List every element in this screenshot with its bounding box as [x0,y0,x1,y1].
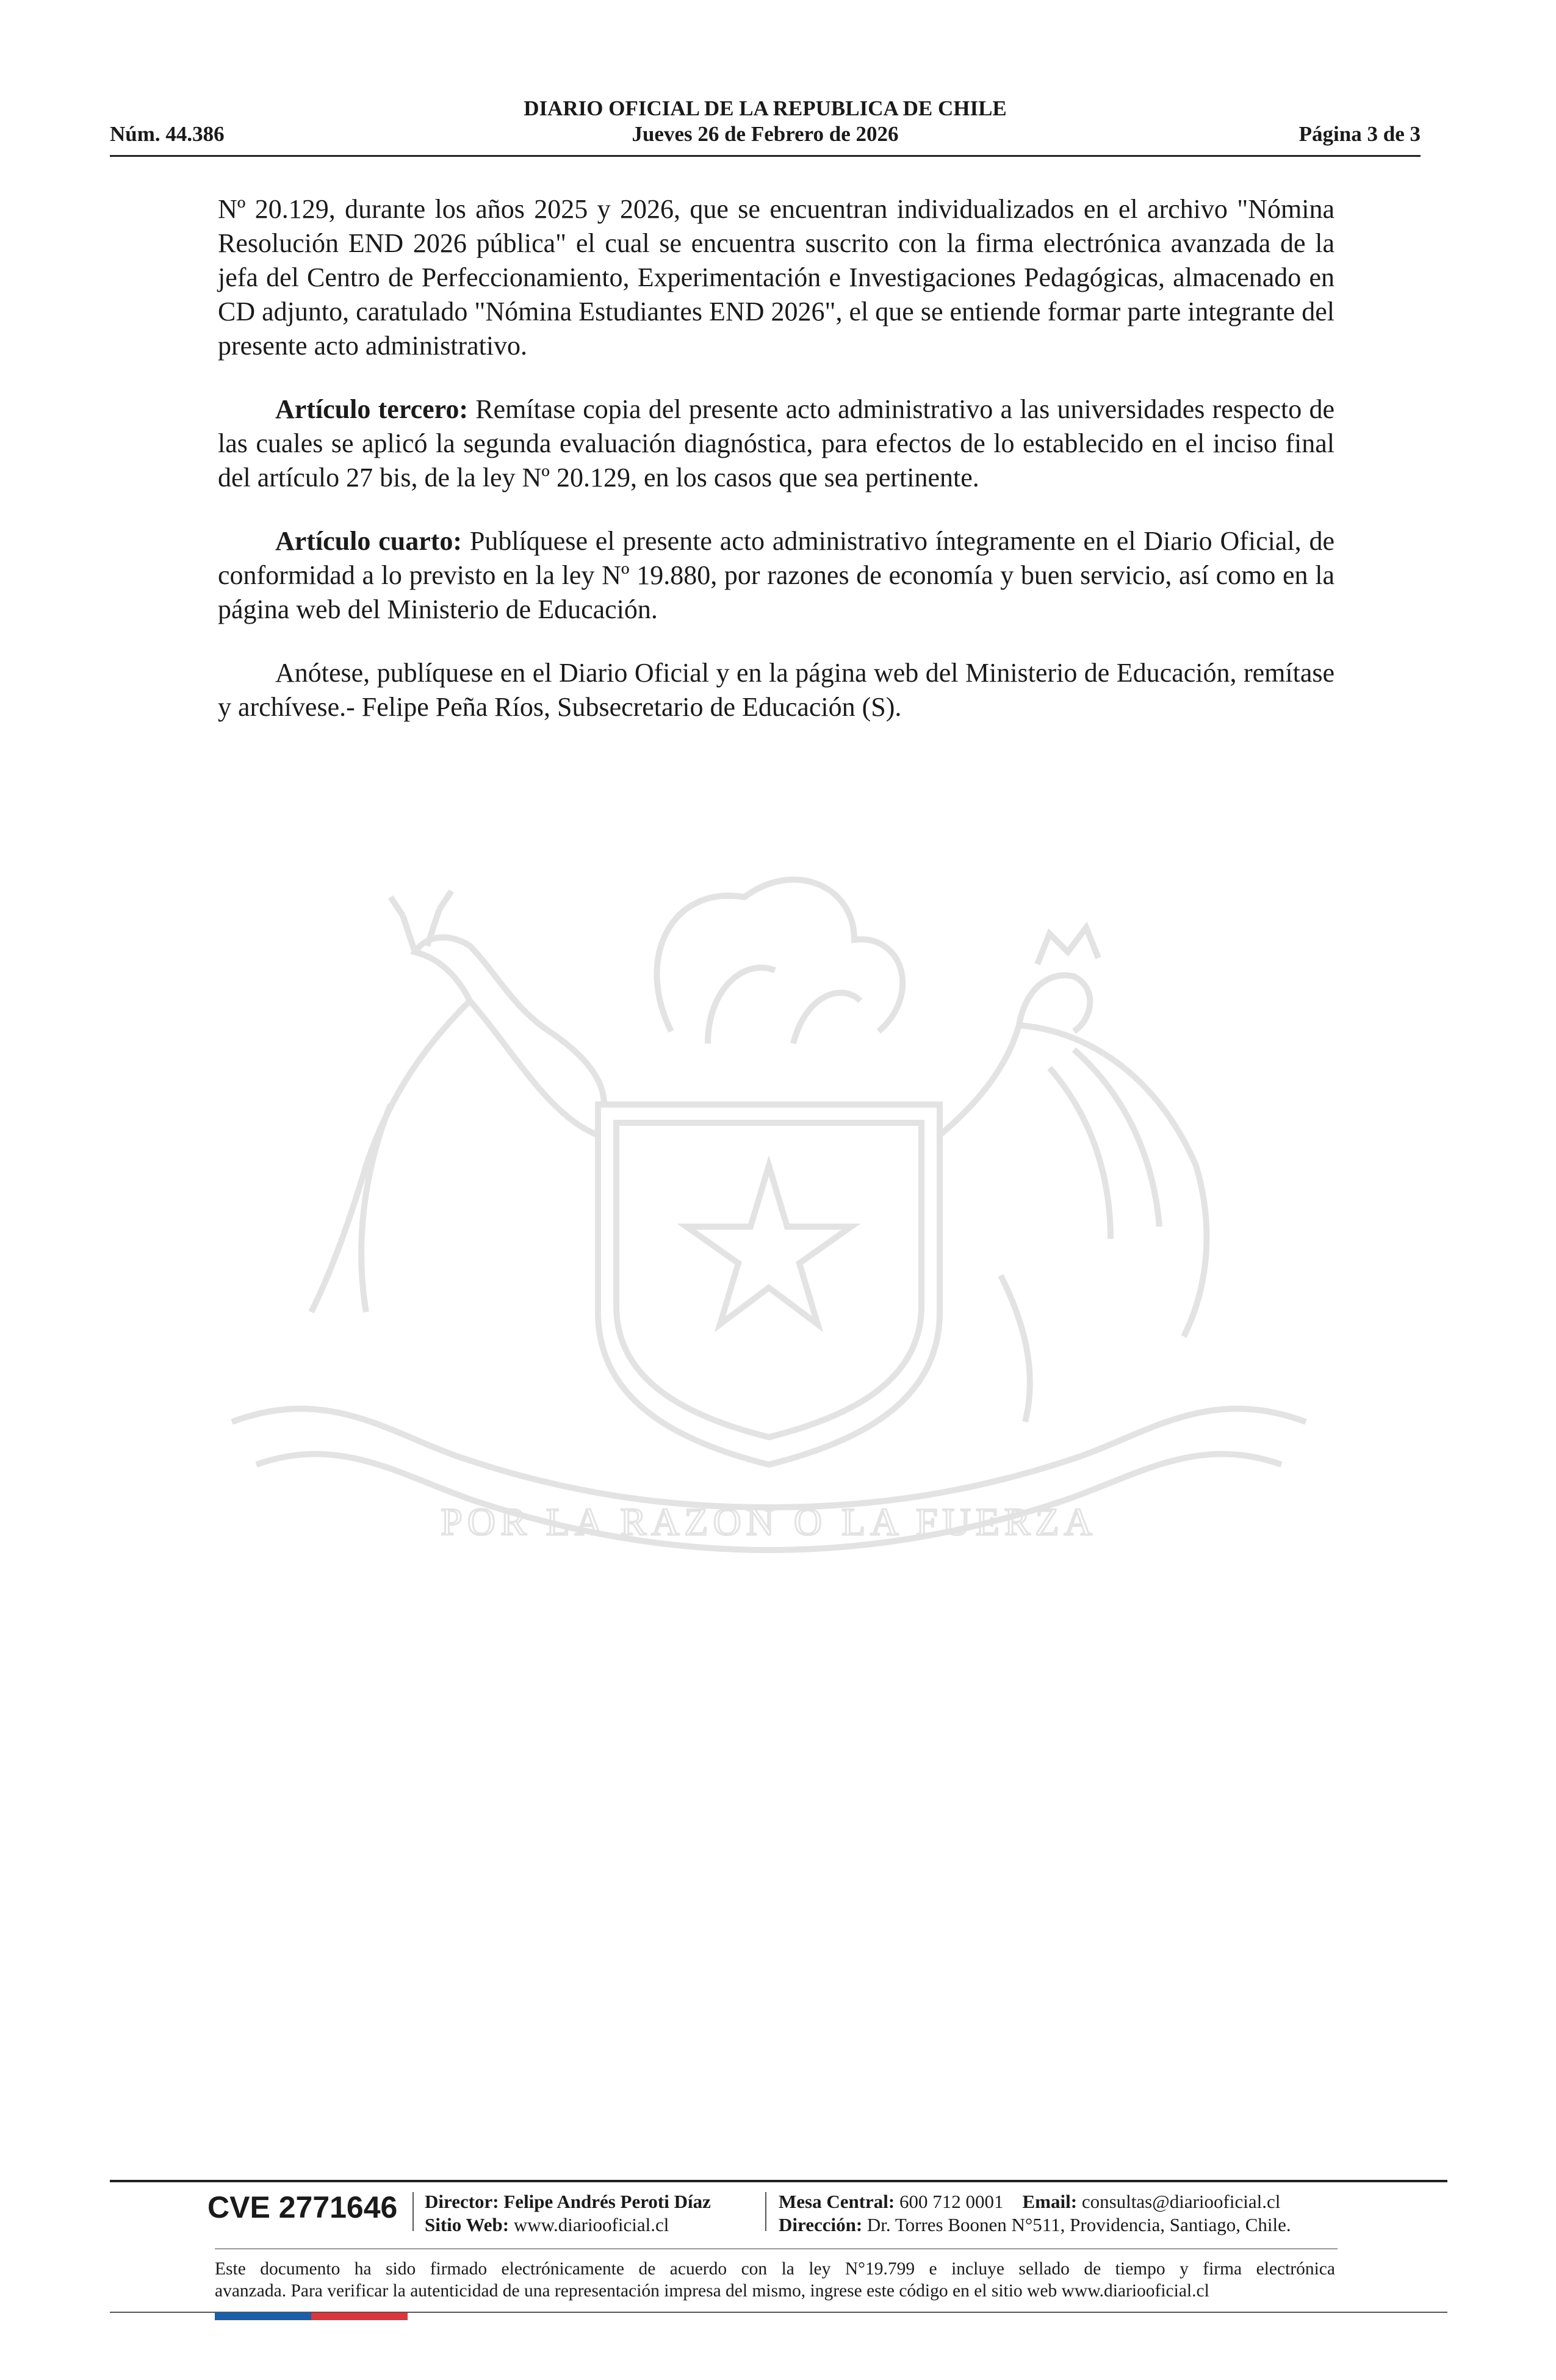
article-fourth [218,524,1334,627]
page-header [110,92,1421,159]
article-third-text: Remítase copia del presente acto administrativo a las universidades respecto de las cuales se aplicó la segunda evaluación diagnóstica, para efectos de lo establecido en el inciso final del artículo 27 bis, de la ley Nº 20.129, en los casos que sea pertinente. [218,394,1334,492]
footer-separator [412,2192,414,2231]
article-third-label: Artículo tercero: [275,394,469,424]
website-link[interactable]: www.diariooficial.cl [513,2214,669,2235]
issue-date: Jueves 26 de Febrero de 2026 [632,122,899,146]
coat-of-arms-watermark [207,848,1330,1666]
email-link[interactable]: consultas@diariooficial.cl [1081,2191,1281,2212]
footer-divider-mid [215,2248,1338,2249]
newspaper-title: DIARIO OFICIAL DE LA REPUBLICA DE CHILE [524,96,1007,120]
page-indicator: Página 3 de 3 [1298,122,1421,146]
footer-contact-block [779,2190,1291,2237]
legal-line-2: avanzada. Para verificar la autenticidad de una representación impresa del mismo, ingrese este código en el sitio web www.diariooficial.cl [215,2281,1209,2301]
email-label: Email: [1022,2191,1078,2212]
closing-paragraph: Anótese, publíquese en el Diario Oficial y en la página web del Ministerio de Educación, remítase y archívese.- Felipe Peña Ríos, Subsecretario de Educación (S). [218,658,1334,722]
article-fourth-text: Publíquese el presente acto administrativo íntegramente en el Diario Oficial, de conformidad a lo previsto en la ley Nº 19.880, por razones de economía y buen servicio, así como en la página web del Ministerio de Educación. [218,526,1334,624]
article-third [218,392,1334,495]
flag-stripe-red [311,2313,408,2320]
director-name: Felipe Andrés Peroti Díaz [503,2191,711,2212]
legal-line-1: Este documento ha sido firmado electrónicamente de acuerdo con la ley N°19.799 e incluye sellado de tiempo y firma electrónica [215,2259,1335,2279]
website-label: Sitio Web: [425,2214,510,2235]
address-label: Dirección: [779,2214,863,2235]
legal-notice [215,2258,1335,2302]
footer-director-block [425,2190,711,2237]
paragraph-continuation: Nº 20.129, durante los años 2025 y 2026, que se encuentran individualizados en el archivo "Nómina Resolución END 2026 pública" el cual se encuentra suscrito con la firma electrónica avanzada de la jefa del Centro de Perfeccionamiento, Experimentación e Investigaciones Pedagógicas, almacenado en CD adjunto, caratulado "Nómina Estudiantes END 2026", el que se entiende formar parte integrante del presente acto administrativo. [218,194,1334,361]
cve-code: CVE 2771646 [207,2190,398,2224]
motto-text: POR LA RAZON O LA FUERZA [441,1500,1097,1543]
article-fourth-label: Artículo cuarto: [275,526,463,556]
address-text: Dr. Torres Boonen N°511, Providencia, Santiago, Chile. [866,2214,1291,2235]
director-label: Director: [425,2191,499,2212]
phone-number: 600 712 0001 [899,2191,1004,2212]
document-body [218,192,1334,754]
footer-divider-top [110,2180,1447,2182]
footer-separator [765,2192,766,2231]
header-divider [110,155,1421,157]
issue-number: Núm. 44.386 [110,122,225,146]
flag-stripe-blue [215,2313,311,2320]
phone-label: Mesa Central: [779,2191,895,2212]
